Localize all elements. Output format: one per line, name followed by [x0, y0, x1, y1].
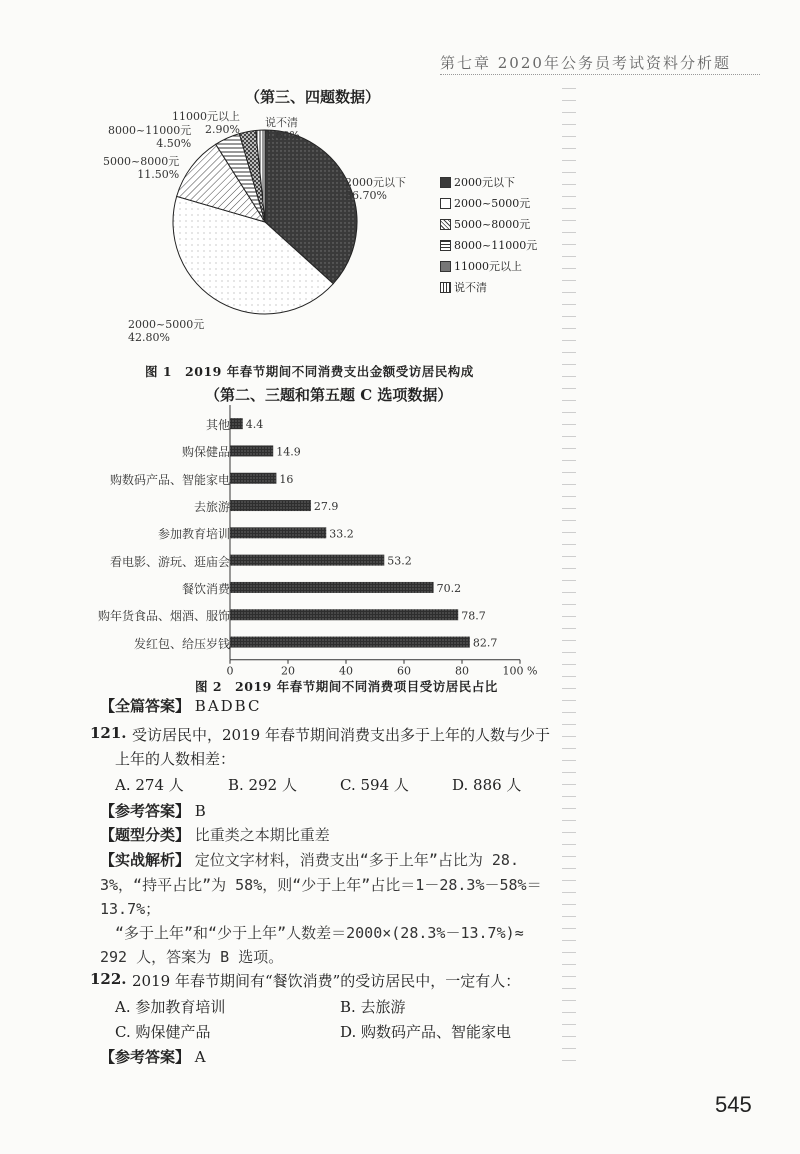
pie-label-unclear	[265, 116, 300, 142]
bar-category-label: 参加教育培训	[157, 527, 230, 542]
legend-label: 8000~11000元	[454, 239, 538, 252]
legend-label: 5000~8000元	[454, 218, 531, 231]
legend-swatch	[440, 198, 451, 209]
bar	[230, 500, 311, 511]
legend-swatch	[440, 177, 451, 188]
pie-label-5000-8000	[103, 155, 179, 181]
bar	[230, 473, 276, 484]
pie-label-over11000	[172, 110, 240, 136]
q122-option-c: C. 购保健产品	[115, 1023, 211, 1041]
bar-category-label: 购数码产品、智能家电	[109, 472, 230, 487]
bar-value-label: 70.2	[436, 581, 462, 595]
q121-analysis-label: 【实战解析】	[100, 851, 191, 869]
q122-stem: 2019 年春节期间有“餐饮消费”的受访居民中，一定有人：	[132, 972, 521, 990]
bar-category-label: 其他	[205, 418, 230, 433]
figure1-subtitle: （第三、四题数据）	[245, 88, 381, 106]
page-number: 545	[715, 1092, 752, 1117]
legend-item	[440, 256, 537, 277]
figure1-caption: 图 1 2019 年春节期间不同消费支出金额受访居民构成	[145, 364, 474, 379]
q121-analysis-line3: 13.7%；	[100, 900, 161, 918]
x-tick-label: 80	[455, 664, 469, 678]
bar-value-label: 33.2	[329, 527, 354, 541]
bar	[230, 555, 384, 566]
pie-label-under2000	[345, 176, 406, 202]
legend-item	[440, 277, 537, 298]
bar-chart	[220, 405, 540, 678]
q122-answer-label: 【参考答案】	[100, 1048, 191, 1066]
q121-option-c: C. 594 人	[340, 776, 409, 794]
q122-answer-value: A	[194, 1048, 206, 1066]
q121-option-b: B. 292 人	[228, 776, 297, 794]
bar-category-label: 餐饮消费	[181, 581, 230, 596]
bar	[230, 527, 326, 538]
figure2-caption: 图 2 2019 年春节期间不同消费项目受访居民占比	[195, 679, 498, 694]
bar-category-label: 购保健品	[181, 445, 230, 460]
bar	[230, 418, 243, 429]
bar-value-label: 82.7	[472, 636, 498, 650]
full-answer-label: 【全篇答案】	[100, 697, 191, 715]
bar-value-label: 14.9	[276, 445, 301, 459]
bar-category-label: 看电影、游玩、逛庙会	[109, 554, 230, 569]
pie-label-over11000-value: 2.90%	[205, 123, 240, 136]
pie-label-8000-11000-name: 8000~11000元	[108, 124, 192, 137]
legend-label: 2000元以下	[454, 176, 515, 189]
q122-number: 122.	[90, 970, 127, 988]
bar-value-label: 16	[279, 472, 294, 486]
q122-option-b: B. 去旅游	[340, 998, 406, 1016]
full-answer-line	[100, 695, 261, 716]
legend-swatch	[440, 282, 451, 293]
x-tick-label: 40	[339, 664, 353, 678]
bar-value-label: 78.7	[461, 609, 486, 623]
q121-type-label: 【题型分类】	[100, 826, 191, 844]
bar	[230, 609, 458, 620]
q121-stem-line1: 受访居民中，2019 年春节期间消费支出多于上年的人数与少于	[132, 726, 550, 744]
bar	[230, 637, 470, 648]
q122-answer-line	[100, 1046, 206, 1067]
q121-option-a: A. 274 人	[115, 776, 184, 794]
q122-option-d: D. 购数码产品、智能家电	[340, 1023, 512, 1041]
pie-label-5000-8000-value: 11.50%	[137, 168, 180, 181]
pie-label-under2000-value: 36.70%	[345, 189, 387, 202]
pie-label-5000-8000-name: 5000~8000元	[103, 155, 180, 168]
q121-analysis-text1: 定位文字材料，消费支出“多于上年”占比为 28.	[194, 851, 519, 869]
pie-label-unclear-value: 1.60%	[265, 129, 300, 142]
bar-category-label: 购年货食品、烟酒、服饰	[97, 609, 230, 624]
pie-label-under2000-name: 2000元以下	[345, 176, 406, 189]
bar-value-label: 27.9	[313, 500, 339, 514]
pie-label-2000-5000-value: 42.80%	[128, 331, 170, 344]
q121-answer-label: 【参考答案】	[100, 802, 191, 820]
bar	[230, 582, 434, 593]
legend-label: 说不清	[454, 281, 487, 294]
legend-label: 11000元以上	[454, 260, 522, 273]
q121-answer-line	[100, 800, 206, 821]
bar-category-label: 去旅游	[193, 500, 230, 515]
full-answer-value: BADBC	[194, 697, 262, 715]
q121-type-value: 比重类之本期比重差	[194, 826, 330, 844]
running-header: 第七章 2020年公务员考试资料分析题	[440, 54, 731, 72]
pie-label-2000-5000	[128, 318, 204, 344]
pie-legend	[440, 172, 537, 298]
x-tick-label: 20	[281, 664, 295, 678]
header-rule	[440, 74, 760, 75]
q121-analysis-line2: 3%，“持平占比”为 58%，则“少于上年”占比＝1－28.3%－58%＝	[100, 876, 542, 894]
legend-item	[440, 235, 537, 256]
legend-item	[440, 214, 537, 235]
bar-category-label: 发红包、给压岁钱	[133, 636, 230, 651]
pie-label-8000-11000-value: 4.50%	[156, 137, 192, 150]
legend-item	[440, 193, 537, 214]
bar-value-label: 53.2	[387, 554, 412, 568]
q121-number: 121.	[90, 724, 127, 742]
x-tick-label: 0	[226, 664, 234, 678]
q121-type-line	[100, 824, 330, 845]
q121-option-d: D. 886 人	[452, 776, 522, 794]
legend-swatch	[440, 261, 451, 272]
legend-swatch	[440, 240, 451, 251]
pie-label-over11000-name: 11000元以上	[172, 110, 240, 123]
pie-label-2000-5000-name: 2000~5000元	[128, 318, 205, 331]
x-tick-label: 60	[397, 664, 411, 678]
bar	[230, 445, 273, 456]
q122-option-a: A. 参加教育培训	[115, 998, 226, 1016]
x-tick-label: 100 %	[502, 664, 538, 678]
pie-chart	[160, 110, 370, 335]
q121-stem-line2: 上年的人数相差：	[115, 750, 236, 768]
q121-analysis-line4: “多于上年”和“少于上年”人数差＝2000×(28.3%－13.7%)≈	[115, 924, 524, 942]
legend-label: 2000~5000元	[454, 197, 531, 210]
pie-label-unclear-name: 说不清	[265, 116, 298, 129]
figure2-subtitle: （第二、三题和第五题 C 选项数据）	[205, 386, 453, 404]
bar-value-label: 4.4	[245, 418, 264, 432]
q121-answer-value: B	[194, 802, 206, 820]
q121-analysis-line5: 292 人，答案为 B 选项。	[100, 948, 284, 966]
q121-analysis-line1	[100, 849, 519, 870]
legend-swatch	[440, 219, 451, 230]
margin-ornament	[562, 80, 576, 1070]
legend-item	[440, 172, 537, 193]
